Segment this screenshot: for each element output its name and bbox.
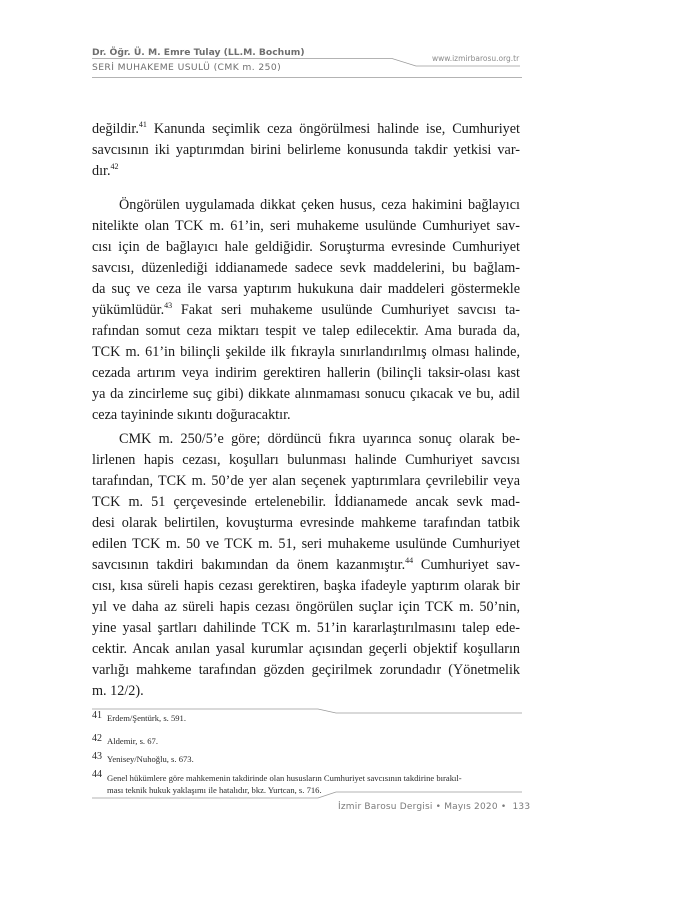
- footnote-line: Genel hükümlere göre mahkemenin takdirinde olan hususların Cumhuriyet savcısının takdirine bırakıl-: [107, 773, 462, 783]
- header-rule: [0, 0, 700, 120]
- footnote-number: 41: [92, 710, 102, 721]
- footnote-text: [107, 772, 462, 796]
- header-article-title: SERİ MUHAKEME USULÜ (CMK m. 250): [92, 62, 282, 73]
- line-text: rafından somut ceza miktarı tespit ve talep edilecektir. Ama burada da,: [92, 323, 520, 339]
- line-text: nitelikte olan TCK m. 61’in, seri muhakeme usulünde Cumhuriyet sav-: [92, 218, 520, 234]
- line-text-continued: Cumhuriyet sav-: [413, 557, 521, 573]
- paragraph-3: [92, 429, 520, 702]
- line-text: savcısının takdiri bakımından da önem kazanmıştır.: [92, 557, 406, 573]
- line-text: varlığı mahkeme tarafından gözden geçirilmek zorundadır (Yönetmelik: [92, 662, 520, 678]
- text-line: [92, 119, 520, 140]
- footnote-line: Aldemir, s. 67.: [107, 736, 158, 746]
- text-line: [92, 342, 520, 363]
- header-url: www.izmirbarosu.org.tr: [432, 54, 520, 63]
- line-text: savcısı, düzenlediği iddianamede sadece sevk maddelerini, bu bağlam-: [92, 260, 520, 276]
- line-text: tarafından, TCK m. 50’de yer alan seçenek yaptırımlara çevrilebilir veya: [92, 473, 520, 489]
- text-line: [92, 258, 520, 279]
- text-line: [92, 384, 520, 405]
- text-line: [92, 405, 520, 426]
- line-text: yıl ve daha az süreli hapis cezası öngörülen suçlar için TCK m. 50’nin,: [92, 599, 520, 615]
- line-text: CMK m. 250/5’e göre; dördüncü fıkra uyarınca sonuç olarak be-: [119, 431, 520, 447]
- line-text: desi olarak belirtilen, kovuşturma evresinde mahkeme tarafından tatbik: [92, 515, 520, 531]
- footer-journal: İzmir Barosu Dergisi • Mayıs 2020 •: [338, 802, 507, 812]
- text-line: [92, 492, 520, 513]
- line-text-continued: Fakat seri muhakeme usulünde Cumhuriyet savcısı ta-: [172, 302, 520, 318]
- footnote-text: [107, 713, 186, 723]
- line-text: ceza tayininde sıkıntı doğuracaktır.: [92, 407, 291, 423]
- text-line: [92, 161, 520, 182]
- footnote-number: 43: [92, 751, 102, 762]
- line-text: TCK m. 51 çerçevesinde ertelenebilir. İddianamede ancak sevk mad-: [92, 494, 520, 510]
- footnote-line: ması teknik hukuk yaklaşımı ile hatalıdır, bkz. Yurtcan, s. 716.: [107, 785, 322, 795]
- line-text: savcısının iki yaptırımdan birini belirleme konusunda takdir yetkisi var-: [92, 142, 520, 158]
- line-text: Öngörülen uygulamada dikkat çeken husus, ceza hakimini bağlayıcı: [119, 197, 520, 213]
- text-line: [92, 597, 520, 618]
- footnote-line: Erdem/Şentürk, s. 591.: [107, 713, 187, 723]
- paragraph-1: [92, 119, 520, 182]
- footnote-ref[interactable]: 43: [164, 301, 173, 310]
- text-line: [92, 639, 520, 660]
- text-line: [92, 534, 520, 555]
- line-text: cısı, kısa süreli hapis cezası gerektiren, başka ifadeyle yaptırım olarak bir: [92, 578, 520, 594]
- line-text: cısı için de bağlayıcı hale geldiğidir. Soruşturma evresinde Cumhuriyet: [92, 239, 520, 255]
- text-line: [92, 363, 520, 384]
- page-number: 133: [512, 802, 531, 812]
- footnote-ref[interactable]: 42: [110, 162, 119, 171]
- footnote-text: [107, 754, 194, 764]
- header-author: Dr. Öğr. Ü. M. Emre Tulay (LL.M. Bochum): [92, 47, 305, 58]
- text-line: [92, 681, 520, 702]
- text-line: [92, 450, 520, 471]
- footnote-text: [107, 736, 158, 746]
- text-line: [92, 140, 520, 161]
- paragraph-2: [92, 195, 520, 426]
- line-text: değildir.: [92, 121, 139, 137]
- text-line: [92, 300, 520, 321]
- line-text: m. 12/2).: [92, 683, 144, 699]
- text-line: [92, 513, 520, 534]
- text-line: [92, 618, 520, 639]
- footnote-ref[interactable]: 41: [138, 120, 147, 129]
- line-text: cezada artırım veya indirim gerektiren hallerin (bilinçli taksir-olası kast: [92, 365, 520, 381]
- footnote-line: Yenisey/Nuhoğlu, s. 673.: [107, 754, 194, 764]
- line-text: ya da zincirleme suç gibi) dikkate alınmaması sonucu çıkacak ve bu, adil: [92, 386, 520, 402]
- text-line: [92, 321, 520, 342]
- text-line: [92, 279, 520, 300]
- footnote-number: 42: [92, 733, 102, 744]
- page-footer: [338, 802, 530, 812]
- footnote-ref[interactable]: 44: [405, 556, 414, 565]
- line-text: yükümlüdür.: [92, 302, 165, 318]
- line-text: lirlenen hapis cezası, koşulları bulunması halinde Cumhuriyet savcısı: [92, 452, 520, 468]
- text-line: [92, 660, 520, 681]
- text-line: [92, 429, 520, 450]
- line-text-continued: Kanunda seçimlik ceza öngörülmesi halinde ise, Cumhuriyet: [146, 121, 520, 137]
- text-line: [92, 237, 520, 258]
- footnote-number: 44: [92, 769, 102, 780]
- text-line: [92, 471, 520, 492]
- line-text: TCK m. 61’in bilinçli şekilde ilk fıkrayla sınırlandırılmış olması halinde,: [92, 344, 520, 360]
- line-text: yine yasal şartları dahilinde TCK m. 51’in kararlaştırılmasını talep ede-: [92, 620, 520, 636]
- text-line: [92, 555, 520, 576]
- text-line: [92, 195, 520, 216]
- text-line: [92, 576, 520, 597]
- text-line: [92, 216, 520, 237]
- line-text: dır.: [92, 163, 111, 179]
- line-text: da suç ve ceza ile varsa yaptırım hukukuna dair maddeleri göstermekle: [92, 281, 520, 297]
- line-text: edilen TCK m. 50 ve TCK m. 51, seri muhakeme usulünde Cumhuriyet: [92, 536, 520, 552]
- line-text: cektir. Ancak anılan yasal kurumlar açısından geçerli objektif koşulların: [92, 641, 520, 657]
